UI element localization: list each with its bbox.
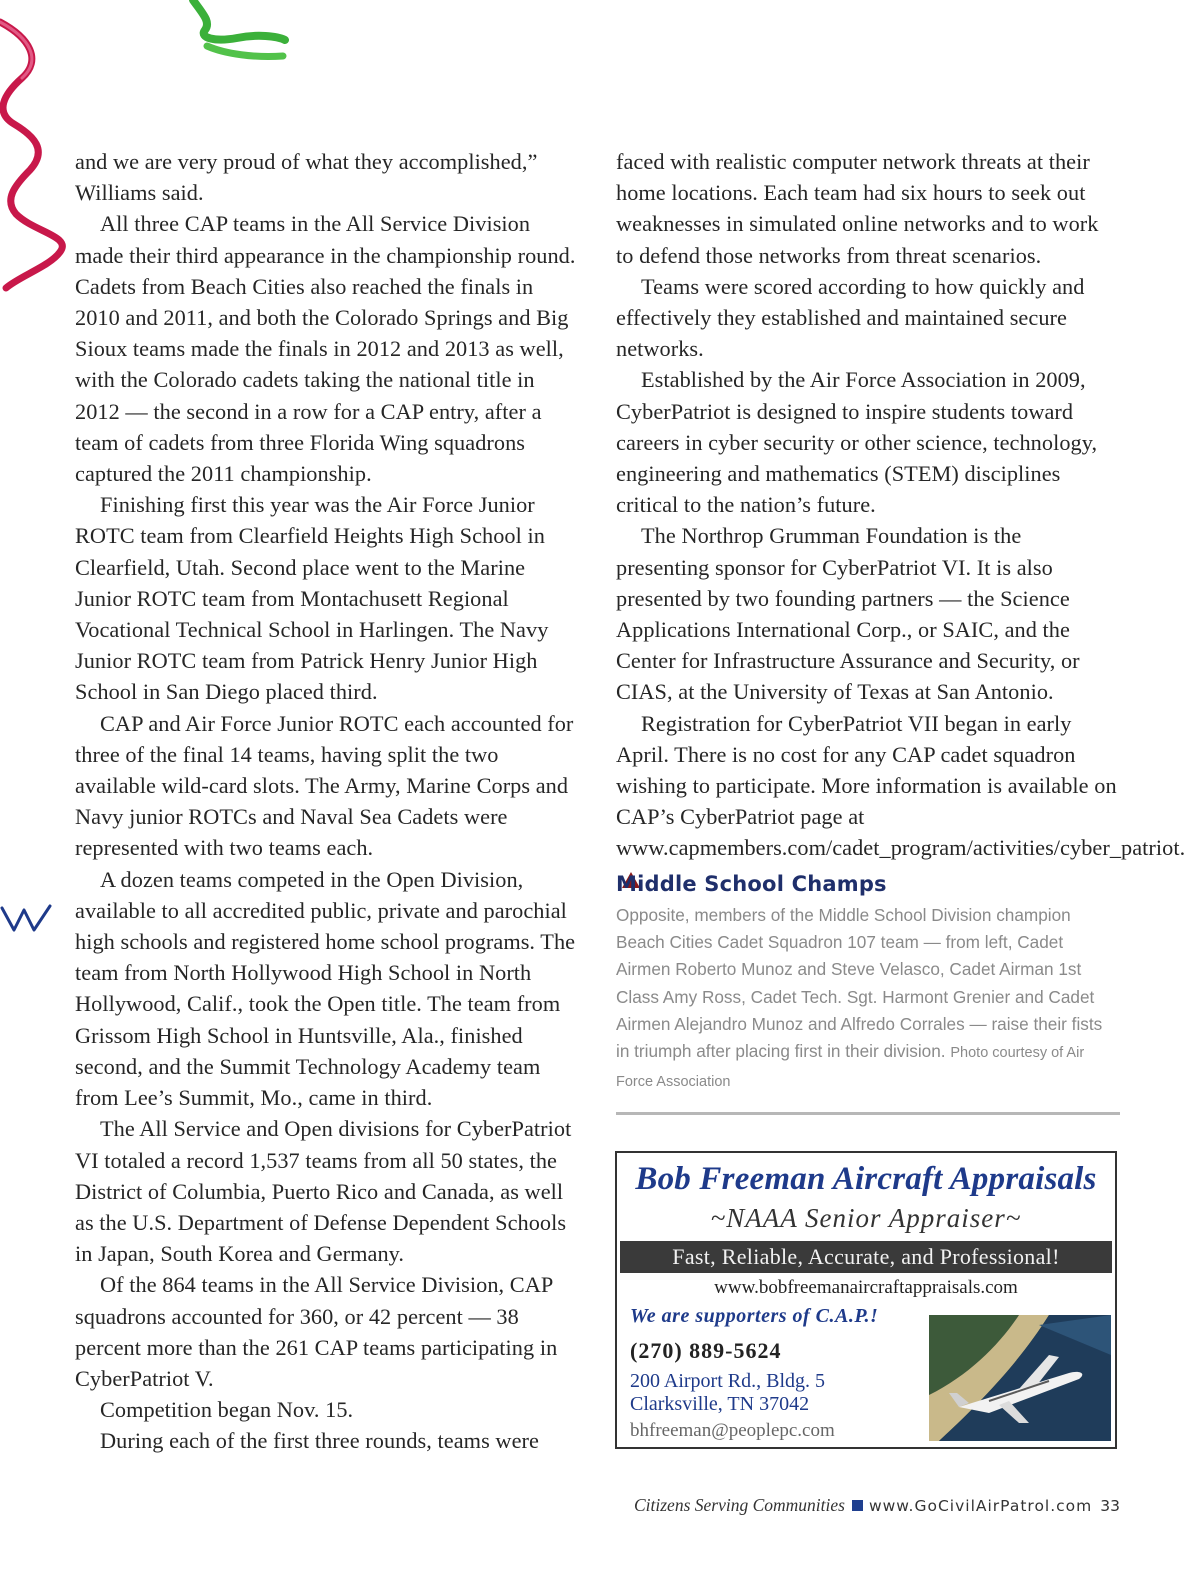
article-paragraph: Established by the Air Force Association in 2009, CyberPatriot is designed to inspire students toward careers in cyber security or other science, technology, engineering and mathematics (STEM) disciplines critical to the nation’s future. bbox=[616, 367, 1098, 518]
article-left-column bbox=[75, 146, 580, 1457]
article-paragraph: CAP and Air Force Junior ROTC each accounted for three of the final 14 teams, having split the two available wild-card slots. The Army, Marine Corps and Navy junior ROTCs and Naval Sea Cadets were represented with two teams each. bbox=[75, 710, 574, 861]
streamer-decoration-middle bbox=[0, 900, 60, 940]
ad-address-line1: 200 Airport Rd., Bldg. 5 bbox=[630, 1370, 826, 1392]
article-right-column bbox=[616, 146, 1186, 895]
divider-rule bbox=[616, 1112, 1120, 1115]
article-paragraph: Competition began Nov. 15. bbox=[100, 1397, 354, 1423]
article-paragraph-final bbox=[616, 708, 1186, 895]
article-paragraph: faced with realistic computer network threats at their home locations. Each team had six hours to seek out weaknesses in simulated online networks and to work to defend those networks from threat scenarios. bbox=[616, 149, 1099, 268]
article-final-text: Registration for CyberPatriot VII began in early April. There is no cost for any CAP cadet squadron wishing to participate. More information is available on CAP’s CyberPatriot page at www.capmembers.com/cadet_program/activities/cyber_patriot. bbox=[616, 710, 1186, 861]
advertisement-box[interactable] bbox=[615, 1151, 1117, 1449]
article-paragraph: The Northrop Grumman Foundation is the presenting sponsor for CyberPatriot VI. It is also presented by two founding partners — the Science Applications International Corp., or SAIC, and the Center for Infrastructure Assurance and Security, or CIAS, at the University of Texas at San Antonio. bbox=[616, 523, 1080, 705]
article-paragraph: The All Service and Open divisions for CyberPatriot VI totaled a record 1,537 teams from all 50 states, the District of Columbia, Puerto Rico and Canada, as well as the U.S. Department of Defense Dependent Schools in Japan, South Korea and Germany. bbox=[75, 1116, 572, 1267]
article-paragraph: During each of the first three rounds, teams were bbox=[100, 1428, 539, 1454]
ad-supporters-text: We are supporters of C.A.P.! bbox=[630, 1305, 879, 1327]
sidebar-title: Middle School Champs bbox=[616, 872, 887, 896]
ad-address-line2: Clarksville, TN 37042 bbox=[630, 1393, 810, 1415]
streamer-decoration-top bbox=[185, 0, 295, 70]
ad-subtitle: ~NAAA Senior Appraiser~ bbox=[710, 1203, 1022, 1233]
ad-website-link[interactable]: www.bobfreemanaircraftappraisals.com bbox=[714, 1277, 1018, 1298]
ad-phone-number[interactable]: (270) 889-5624 bbox=[630, 1338, 782, 1363]
article-paragraph: Teams were scored according to how quickly and effectively they established and maintained secure networks. bbox=[616, 273, 1085, 362]
photo-credit: Photo courtesy of Air Force Association bbox=[616, 1045, 1085, 1091]
photo-caption-sidebar bbox=[616, 872, 1120, 1096]
article-paragraph: and we are very proud of what they accomplished,” Williams said. bbox=[75, 149, 538, 206]
footer-tagline: Citizens Serving Communities bbox=[633, 1495, 845, 1515]
page-number: 33 bbox=[1100, 1497, 1120, 1515]
ad-tagline-bar: Fast, Reliable, Accurate, and Professional! bbox=[620, 1241, 1112, 1273]
article-paragraph: Of the 864 teams in the All Service Division, CAP squadrons accounted for 360, or 42 percent — 38 percent more than the 261 CAP teams participating in CyberPatriot V. bbox=[75, 1272, 558, 1391]
footer-square-icon bbox=[852, 1500, 863, 1511]
article-paragraph: All three CAP teams in the All Service Division made their third appearance in the championship round. Cadets from Beach Cities also reached the finals in 2010 and 2011, and both the Colorado Springs and Big Sioux teams made the finals in 2012 and 2013 as well, with the Colorado cadets taking the national title in 2012 — the second in a row for a CAP entry, after a team of cadets from three Florida Wing squadrons captured the 2011 championship. bbox=[75, 211, 576, 487]
streamer-decoration-left bbox=[0, 0, 80, 300]
ad-email-link[interactable]: bhfreeman@peoplepc.com bbox=[630, 1420, 835, 1441]
article-paragraph: A dozen teams competed in the Open Division, available to all accredited public, private and parochial high schools and registered home school programs. The team from North Hollywood High School in North Hollywood, Calif., took the Open title. The team from Grissom High School in Huntsville, Ala., finished second, and the Summit Technology Academy team from Lee’s Summit, Mo., came in third. bbox=[75, 866, 576, 1111]
footer-url[interactable]: www.GoCivilAirPatrol.com bbox=[868, 1497, 1093, 1515]
aircraft-photo bbox=[929, 1315, 1111, 1441]
page-footer bbox=[0, 1495, 1120, 1516]
ad-business-name: Bob Freeman Aircraft Appraisals bbox=[635, 1161, 1097, 1197]
article-paragraph: Finishing first this year was the Air Force Junior ROTC team from Clearfield Heights High School in Clearfield, Utah. Second place went to the Marine Junior ROTC team from Montachusett Regional Vocational Technical School in Harlingen. The Navy Junior ROTC team from Patrick Henry Junior High School in San Diego placed third. bbox=[75, 492, 549, 705]
sidebar-caption bbox=[616, 902, 1120, 1096]
caption-text: Opposite, members of the Middle School Division champion Beach Cities Cadet Squadron 107 team — from left, Cadet Airmen Roberto Munoz and Steve Velasco, Cadet Airman 1st Class Amy Ross, Cadet Tech. Sgt. Harmont Grenier and Cadet Airmen Alejandro Munoz and Alfredo Corrales — raise their fists in triumph after placing first in their division. bbox=[616, 905, 1103, 1062]
